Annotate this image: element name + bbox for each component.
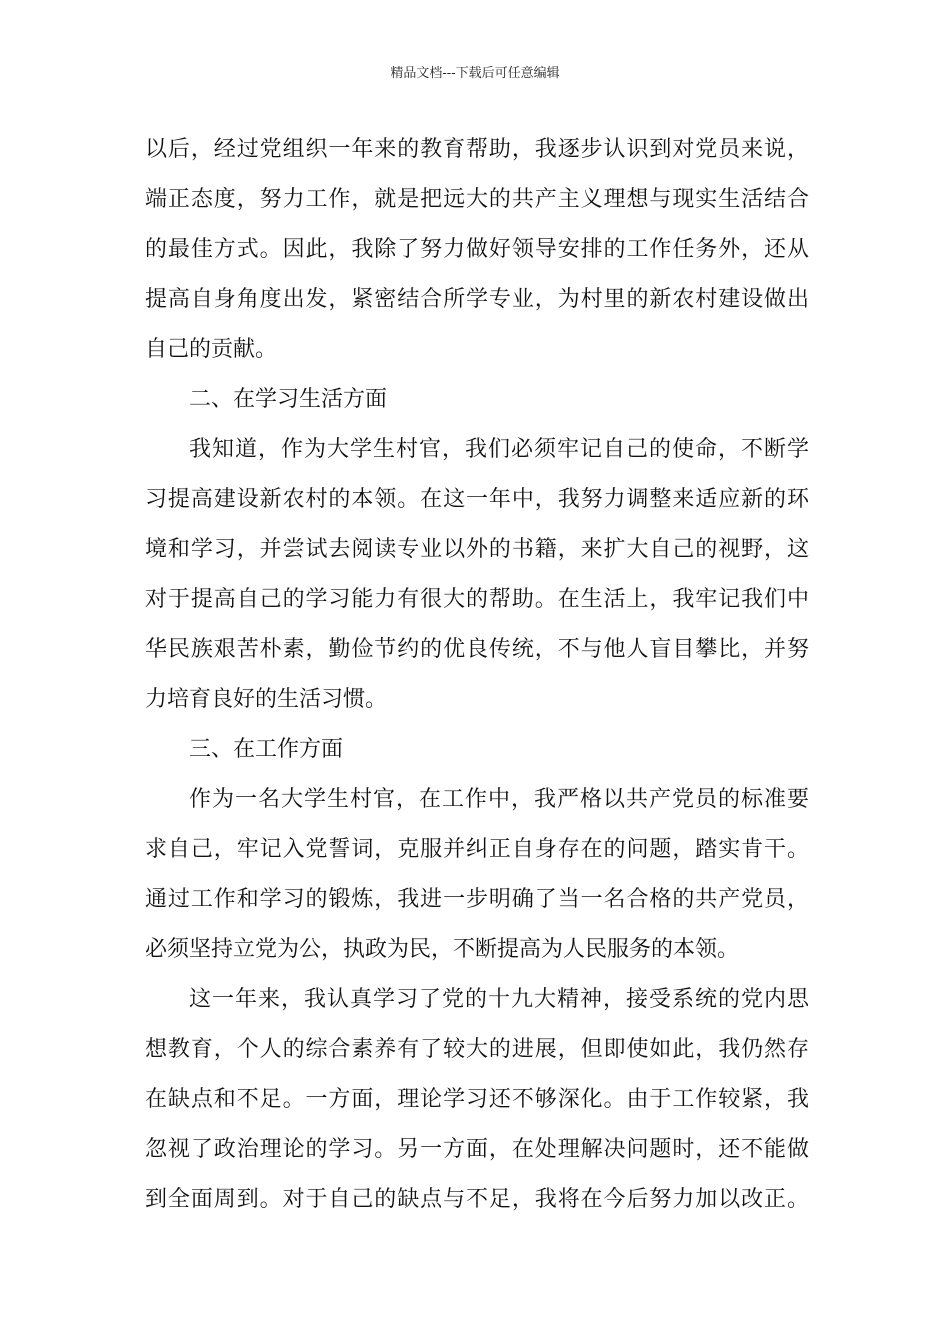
- text-line: 自己的贡献。: [145, 337, 278, 362]
- text-line: 求自己，牢记入党誓词，克服并纠正自身存在的问题，踏实肯干。: [145, 837, 809, 862]
- section-heading: 三、在工作方面: [189, 737, 344, 762]
- text-line: 忽视了政治理论的学习。另一方面，在处理解决问题时，还不能做: [145, 1137, 809, 1162]
- text-line: 境和学习，并尝试去阅读专业以外的书籍，来扩大自己的视野，这: [145, 537, 809, 562]
- text-line: 以后，经过党组织一年来的教育帮助，我逐步认识到对党员来说，: [145, 137, 809, 162]
- text-line: 我知道，作为大学生村官，我们必须牢记自己的使命，不断学: [189, 437, 809, 462]
- text-line: 华民族艰苦朴素，勤俭节约的优良传统，不与他人盲目攀比，并努: [145, 637, 809, 662]
- page-header: 精品文档---下载后可任意编辑: [390, 66, 560, 81]
- text-line: 习提高建设新农村的本领。在这一年中，我努力调整来适应新的环: [145, 487, 809, 512]
- text-line: 提高自身角度出发，紧密结合所学专业，为村里的新农村建设做出: [145, 287, 809, 312]
- text-line: 这一年来，我认真学习了党的十九大精神，接受系统的党内思: [189, 987, 809, 1012]
- text-line: 在缺点和不足。一方面，理论学习还不够深化。由于工作较紧，我: [145, 1087, 809, 1112]
- text-line: 力培育良好的生活习惯。: [145, 687, 388, 712]
- text-line: 必须坚持立党为公，执政为民，不断提高为人民服务的本领。: [145, 937, 740, 962]
- section-heading: 二、在学习生活方面: [189, 387, 388, 412]
- document-body: [145, 125, 809, 1225]
- text-line: 对于提高自己的学习能力有很大的帮助。在生活上，我牢记我们中: [145, 587, 809, 612]
- text-line: 端正态度，努力工作，就是把远大的共产主义理想与现实生活结合: [145, 187, 809, 212]
- text-line: 通过工作和学习的锻炼，我进一步明确了当一名合格的共产党员，: [145, 887, 809, 912]
- text-line: 的最佳方式。因此，我除了努力做好领导安排的工作任务外，还从: [145, 237, 809, 262]
- text-line: 想教育，个人的综合素养有了较大的进展，但即使如此，我仍然存: [145, 1037, 809, 1062]
- text-line: 到全面周到。对于自己的缺点与不足，我将在今后努力加以改正。: [145, 1187, 809, 1212]
- text-line: 作为一名大学生村官，在工作中，我严格以共产党员的标准要: [189, 787, 809, 812]
